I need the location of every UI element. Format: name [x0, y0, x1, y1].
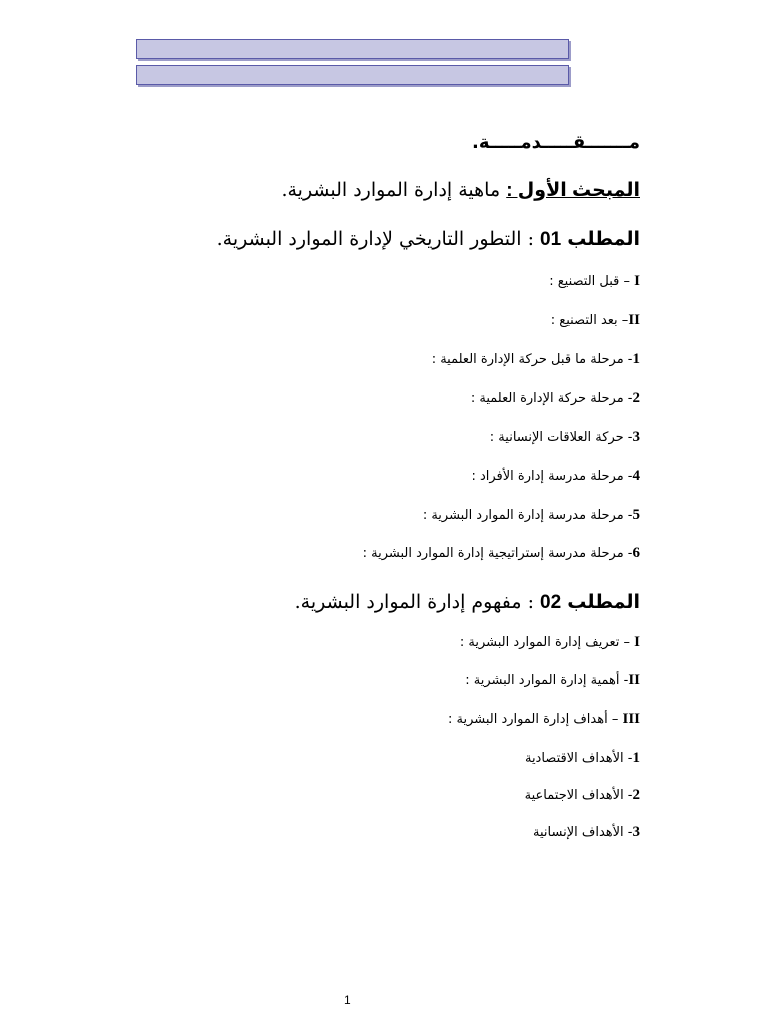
list-item: II- أهمية إدارة الموارد البشرية :	[465, 672, 640, 688]
list-item: III – أهداف إدارة الموارد البشرية :	[447, 711, 640, 727]
list-item: 4- مرحلة مدرسة إدارة الأفراد :	[471, 468, 640, 484]
list-item: 1- الأهداف الاقتصادية	[524, 750, 640, 766]
section-1-number: 01	[540, 229, 562, 250]
section-1-title: : التطور التاريخي لإدارة الموارد البشرية.	[216, 228, 534, 250]
list-item: 5- مرحلة مدرسة إدارة الموارد البشرية :	[422, 507, 640, 523]
list-item: 2- مرحلة حركة الإدارة العلمية :	[470, 390, 640, 406]
chapter-title: ماهية إدارة الموارد البشرية.	[281, 179, 501, 201]
list-item: II– بعد التصنيع :	[550, 312, 640, 328]
section-1-label: المطلب	[567, 229, 640, 250]
section-2-heading	[295, 591, 640, 614]
list-item: 1- مرحلة ما قبل حركة الإدارة العلمية :	[431, 351, 640, 367]
chapter-heading	[281, 179, 640, 202]
section-2-title: : مفهوم إدارة الموارد البشرية.	[294, 591, 534, 613]
header-bar-1	[136, 39, 569, 59]
page-number: 1	[344, 993, 351, 1007]
list-item: 3- حركة العلاقات الإنسانية :	[489, 429, 640, 445]
section-2-number: 02	[540, 592, 562, 613]
section-2-label: المطلب	[567, 592, 640, 613]
list-item: I – قبل التصنيع :	[549, 273, 640, 289]
header-bar-2	[136, 65, 569, 85]
list-item: 2- الأهداف الاجتماعية	[524, 787, 640, 803]
list-item: 6- مرحلة مدرسة إستراتيجية إدارة الموارد البشرية :	[362, 545, 640, 561]
chapter-label: المبحث الأول :	[506, 180, 640, 201]
intro-heading: مـــــــقـــــدمـــــة.	[472, 132, 640, 153]
section-1-heading	[217, 228, 640, 251]
list-item: I – تعريف إدارة الموارد البشرية :	[459, 634, 640, 650]
list-item: 3- الأهداف الإنسانية	[533, 824, 640, 840]
